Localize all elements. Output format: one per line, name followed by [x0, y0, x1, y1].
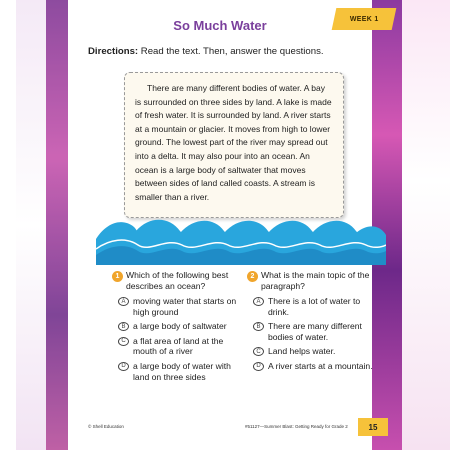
waves-illustration — [96, 205, 386, 265]
answer-bubble[interactable]: B — [118, 322, 129, 331]
answer-option[interactable] — [247, 296, 377, 317]
answer-text: a flat area of land at the mouth of a river — [133, 335, 224, 357]
directions-label: Directions: — [88, 46, 139, 57]
answer-text: There are many different bodies of water. — [268, 321, 362, 342]
answer-option[interactable] — [112, 321, 242, 332]
answer-bubble[interactable]: B — [253, 322, 264, 331]
answer-option[interactable] — [247, 346, 377, 357]
footer-copyright: © Shell Education — [88, 424, 124, 429]
answer-option[interactable] — [112, 361, 242, 382]
question-header — [112, 270, 242, 292]
answer-option[interactable] — [112, 296, 242, 317]
page-number: 15 — [358, 418, 388, 436]
answer-option[interactable] — [247, 361, 377, 372]
passage-box — [124, 72, 344, 218]
answer-option[interactable] — [112, 336, 242, 357]
answer-bubble[interactable]: D — [253, 362, 264, 371]
answer-text: moving water that starts on high ground — [133, 296, 237, 317]
page-title: So Much Water — [173, 18, 267, 33]
left-purple-ribbon — [46, 0, 68, 450]
answer-bubble[interactable]: A — [253, 297, 264, 306]
directions-text: Read the text. Then, answer the questions. — [138, 46, 324, 57]
answer-text: a large body of water with land on three sides — [133, 360, 231, 382]
answer-bubble[interactable]: D — [118, 362, 129, 371]
footer-book-title: #51127—Summer Blast: Getting Ready for Grade 2 — [245, 424, 348, 429]
question-text: Which of the following best describes an ocean? — [126, 270, 229, 291]
directions — [88, 46, 388, 57]
question-text: What is the main topic of the paragraph? — [261, 270, 370, 291]
week-label: WEEK 1 — [349, 15, 379, 23]
answer-text: a large body of saltwater — [133, 321, 227, 332]
answer-bubble[interactable]: A — [118, 297, 129, 306]
question-2 — [247, 270, 377, 372]
passage-text: There are many different bodies of water. A bay is surrounded on three sides by land. A lake is made of fresh water. It is surrounded by land. A river starts at a mountain or glacier. It moves from high to lower ground. The lowest part of the river may spread out into a delta. It may also pour into an ocean. An ocean is a large body of saltwater that moves between sides of land called coasts. A stream is smaller than a river. — [135, 83, 332, 202]
question-number-badge: 1 — [112, 271, 123, 282]
answer-bubble[interactable]: C — [253, 347, 264, 356]
answer-text: There is a lot of water to drink. — [268, 296, 361, 317]
answer-bubble[interactable]: C — [118, 337, 129, 346]
question-1 — [112, 270, 242, 382]
answer-text: Land helps water. — [268, 346, 336, 357]
question-header — [247, 270, 377, 292]
week-tab — [332, 8, 397, 30]
answer-option[interactable] — [247, 321, 377, 342]
answer-text: A river starts at a mountain. — [268, 360, 373, 371]
question-number-badge: 2 — [247, 271, 258, 282]
